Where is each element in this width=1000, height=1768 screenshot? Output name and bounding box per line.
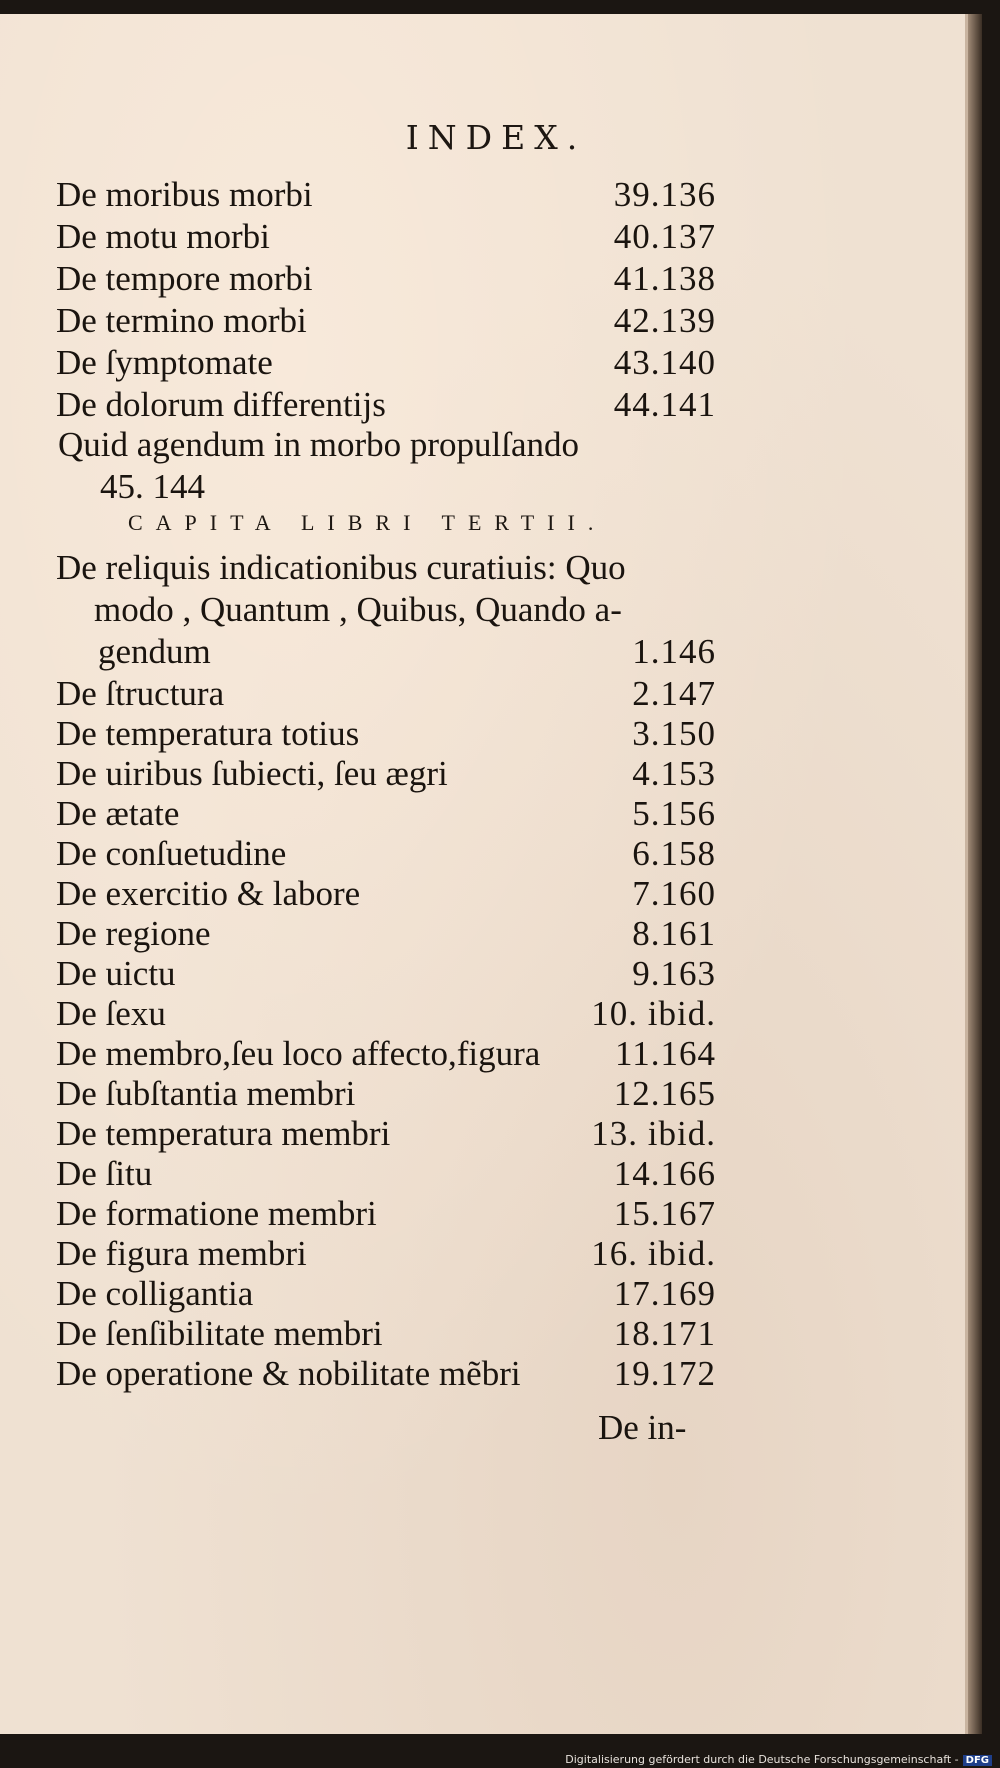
entry-title: De uiribus ſubiecti, ſeu ægri: [56, 754, 448, 793]
catchword: De in-: [598, 1408, 687, 1447]
credit-text: Digitalisierung gefördert durch die Deutsche Forschungsgemeinschaft -: [565, 1753, 959, 1766]
page-edge-shadow: [968, 14, 982, 1734]
index-entry: [56, 1313, 716, 1355]
entry-title: gendum: [98, 632, 211, 671]
entry-title: De ſitu: [56, 1154, 153, 1193]
index-entry: [56, 1113, 716, 1155]
digitization-credit: [565, 1753, 992, 1766]
index-entry: [56, 300, 716, 342]
entry-page-ref: 11.164: [615, 1034, 716, 1073]
entry-page-ref: 9.163: [632, 954, 716, 993]
entry-title: De colligantia: [56, 1274, 254, 1313]
index-entry: [56, 174, 716, 216]
entry-title: De regione: [56, 914, 211, 953]
entry-page-ref: 1.146: [632, 632, 716, 671]
first-entry-line-1: De reliquis indicationibus curatiuis: Quo: [56, 548, 626, 587]
index-entry: [56, 258, 716, 300]
index-entry: [56, 1273, 716, 1315]
entry-page-ref: 19.172: [613, 1354, 716, 1393]
entry-title: De exercitio & labore: [56, 874, 361, 913]
entry-title: De motu morbi: [56, 217, 270, 256]
entry-title: De ætate: [56, 794, 180, 833]
quid-agendum-page-ref: 45. 144: [100, 467, 205, 506]
entry-title: De moribus morbi: [56, 175, 313, 214]
entry-page-ref: 43.140: [613, 343, 716, 382]
entry-title: De temperatura membri: [56, 1114, 391, 1153]
book-page: [0, 14, 968, 1734]
index-entry: [56, 1153, 716, 1195]
index-entry: [56, 1033, 716, 1075]
entry-title: De tempore morbi: [56, 259, 313, 298]
entry-title: De operatione & nobilitate mẽbri: [56, 1354, 521, 1393]
entry-title: De formatione membri: [56, 1194, 377, 1233]
entry-page-ref: 41.138: [613, 259, 716, 298]
index-entry: [56, 1233, 716, 1275]
index-entry: [56, 631, 716, 673]
entry-page-ref: 15.167: [613, 1194, 716, 1233]
entry-title: De termino morbi: [56, 301, 307, 340]
entry-title: De ſymptomate: [56, 343, 273, 382]
section-heading: CAPITA LIBRI TERTII.: [128, 510, 607, 535]
index-entry: [56, 833, 716, 875]
first-entry-line-2: modo , Quantum , Quibus, Quando a-: [94, 590, 622, 629]
index-entry: [56, 713, 716, 755]
entry-title: De ſenſibilitate membri: [56, 1314, 383, 1353]
entry-page-ref: 16. ibid.: [591, 1234, 716, 1273]
entry-page-ref: 14.166: [613, 1154, 716, 1193]
entry-title: De membro,ſeu loco affecto,figura: [56, 1034, 541, 1073]
index-entry: [56, 1073, 716, 1115]
entry-title: De dolorum differentijs: [56, 385, 386, 424]
entry-page-ref: 44.141: [613, 385, 716, 424]
entry-title: De uictu: [56, 954, 176, 993]
entry-title: De figura membri: [56, 1234, 307, 1273]
entry-page-ref: 12.165: [613, 1074, 716, 1113]
entry-title: De temperatura totius: [56, 714, 360, 753]
entry-page-ref: 8.161: [632, 914, 716, 953]
entry-page-ref: 7.160: [632, 874, 716, 913]
entry-page-ref: 10. ibid.: [591, 994, 716, 1033]
entry-page-ref: 13. ibid.: [591, 1114, 716, 1153]
index-entry: [56, 953, 716, 995]
entry-page-ref: 2.147: [632, 674, 716, 713]
entry-title: De ſtructura: [56, 674, 225, 713]
entry-title: De conſuetudine: [56, 834, 287, 873]
entry-page-ref: 3.150: [632, 714, 716, 753]
index-entry: [56, 673, 716, 715]
entry-page-ref: 39.136: [613, 175, 716, 214]
index-entry: [56, 342, 716, 384]
entry-page-ref: 40.137: [613, 217, 716, 256]
index-entry: [56, 873, 716, 915]
index-entry: [56, 793, 716, 835]
index-entry: [56, 216, 716, 258]
entry-page-ref: 42.139: [613, 301, 716, 340]
entry-page-ref: 18.171: [613, 1314, 716, 1353]
quid-agendum-line-1: Quid agendum in morbo propulſando: [58, 425, 580, 464]
entry-page-ref: 4.153: [632, 754, 716, 793]
entry-title: De ſexu: [56, 994, 166, 1033]
index-entry: [56, 1193, 716, 1235]
index-entry: [56, 384, 716, 426]
entry-page-ref: 5.156: [632, 794, 716, 833]
running-head: INDEX.: [405, 118, 587, 157]
index-entry: [56, 913, 716, 955]
entry-page-ref: 17.169: [613, 1274, 716, 1313]
index-entry: [56, 1353, 716, 1395]
entry-page-ref: 6.158: [632, 834, 716, 873]
index-entry: [56, 753, 716, 795]
entry-title: De ſubſtantia membri: [56, 1074, 356, 1113]
index-entry: [56, 993, 716, 1035]
dfg-logo: DFG: [963, 1755, 992, 1766]
